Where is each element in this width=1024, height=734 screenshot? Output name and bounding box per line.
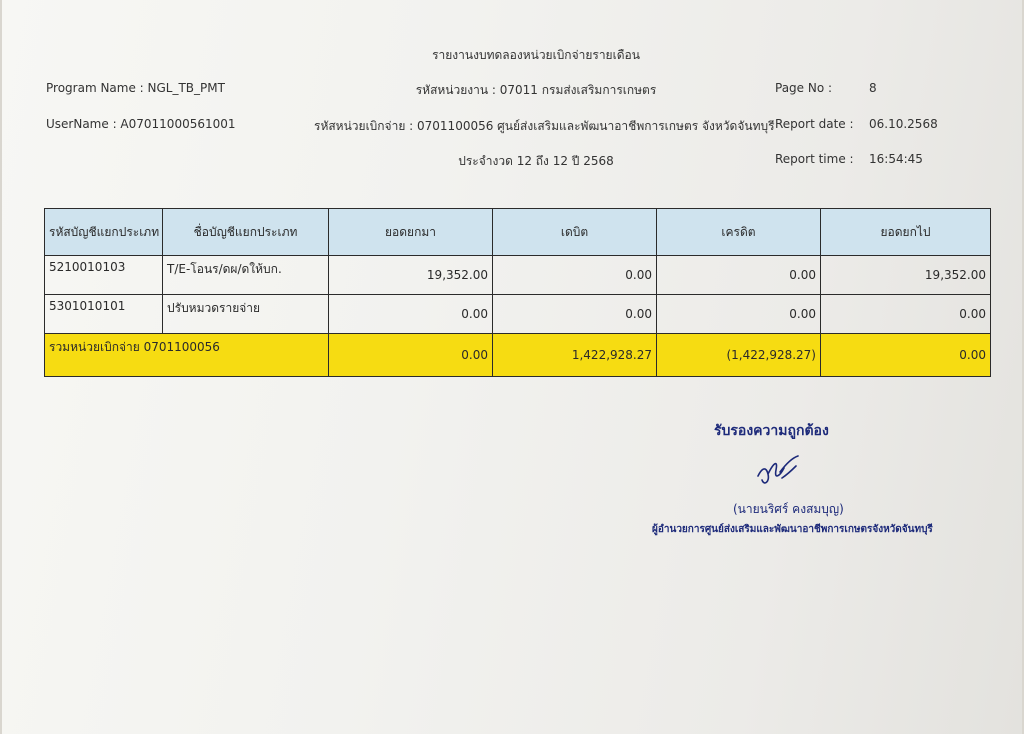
total-closing: 0.00: [821, 334, 991, 377]
total-row: [45, 334, 991, 377]
total-label: รวมหน่วยเบิกจ่าย 0701100056: [45, 334, 329, 377]
disbursement-unit: รหัสหน่วยเบิกจ่าย : 0701100056 ศูนย์ส่งเสริมและพัฒนาอาชีพการเกษตร จังหวัดจันทบุรี: [314, 119, 775, 133]
closing-balance: 19,352.00: [821, 256, 991, 295]
account-name: ปรับหมวดรายจ่าย: [163, 295, 329, 334]
signatory-position: ผู้อำนวยการศูนย์ส่งเสริมและพัฒนาอาชีพการเกษตรจังหวัดจันทบุรี: [652, 524, 933, 535]
report-time: 16:54:45: [869, 152, 923, 166]
col-credit: เครดิต: [657, 209, 821, 256]
total-credit: (1,422,928.27): [657, 334, 821, 377]
col-debit: เดบิต: [493, 209, 657, 256]
signatory-name: (นายนริศร์ คงสมบุญ): [733, 502, 844, 516]
user-name: UserName : A07011000561001: [46, 117, 236, 131]
account-code: 5210010103: [45, 256, 163, 295]
report-time-label: Report time :: [775, 152, 854, 166]
debit-amount: 0.00: [493, 295, 657, 334]
debit-amount: 0.00: [493, 256, 657, 295]
credit-amount: 0.00: [657, 256, 821, 295]
account-name: T/E-โอนร/ดผ/ดให้บก.: [163, 256, 329, 295]
report-period: ประจำงวด 12 ถึง 12 ปี 2568: [458, 154, 614, 168]
trial-balance-table: [44, 208, 991, 377]
page-label: Page No :: [775, 81, 833, 95]
opening-balance: 0.00: [329, 295, 493, 334]
report-date-label: Report date :: [775, 117, 854, 131]
certification-title: รับรองความถูกต้อง: [714, 423, 829, 439]
program-name: Program Name : NGL_TB_PMT: [46, 81, 225, 95]
col-closing-balance: ยอดยกไป: [821, 209, 991, 256]
report-page: [2, 0, 1022, 734]
closing-balance: 0.00: [821, 295, 991, 334]
report-date: 06.10.2568: [869, 117, 938, 131]
table-row: [45, 295, 991, 334]
credit-amount: 0.00: [657, 295, 821, 334]
agency-code: รหัสหน่วยงาน : 07011 กรมส่งเสริมการเกษตร: [415, 83, 657, 97]
col-opening-balance: ยอดยกมา: [329, 209, 493, 256]
col-account-code: รหัสบัญชีแยกประเภท: [45, 209, 163, 256]
handwritten-signature: [752, 452, 802, 490]
total-debit: 1,422,928.27: [493, 334, 657, 377]
opening-balance: 19,352.00: [329, 256, 493, 295]
account-code: 5301010101: [45, 295, 163, 334]
report-title: รายงานงบทดลองหน่วยเบิกจ่ายรายเดือน: [432, 48, 640, 62]
page-number: 8: [869, 81, 877, 95]
col-account-name: ชื่อบัญชีแยกประเภท: [163, 209, 329, 256]
total-opening: 0.00: [329, 334, 493, 377]
table-header-row: [45, 209, 991, 256]
table-row: [45, 256, 991, 295]
